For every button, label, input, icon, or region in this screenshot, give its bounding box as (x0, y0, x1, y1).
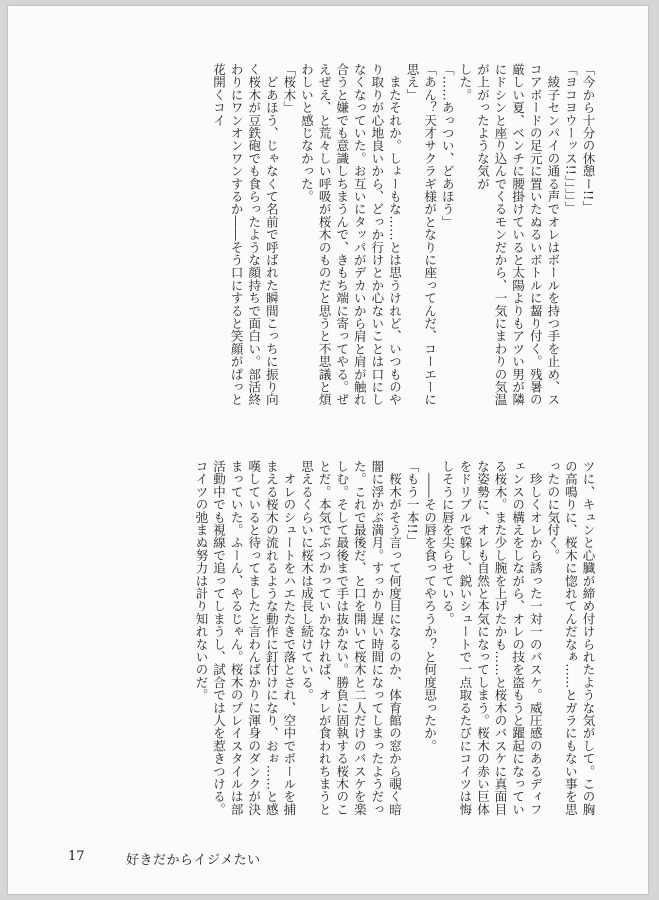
paragraph: 「桜木」 (281, 63, 297, 114)
paragraph: またそれか。しょーもな……とは思うけれど、いつものやり取りが心地良いから、どっか行けとか心ないことは口にしなくなっていた。お互いにタッパがデカいから肩と肩が触れ合うと嫌でも意識しちまうんで、きもち端に寄ってやる。ぜえぜえ、と荒々しい呼吸が桜木のものだと思うと不思議と煩わしいと感じなかった。 (299, 63, 403, 406)
paragraph: 「あん？天才サクラギ様がとなりに座ってんだ、コーエーに思え」 (405, 63, 438, 406)
paragraph: 珍しくオレから誘った一対一のバスケ。威圧感のあるディフェンスの構えをしながら、オレの技を盗もうと躍起になっている桜木。また少し腕を上げたかも……と桜木のバスケに真面目な姿勢に、オレも自然と本気になってしまう。桜木の赤い巨体をドリブルで躱し、鋭いシュートで一点取るたびにコイツは悔しそうに唇を尖らせている。 (440, 460, 544, 816)
paragraph: オレのシュートをハエたたきで落とされ、空中でボールを捕まえる桜木の流れるような動作に釘付けになり、おぉ……と感嘆していると待ってましたと言わんばかりに渾身のダンクが決まっていた。ふーん、やるじゃん。桜木のプレイスタイルは部活動中でも視線で追ってしまうし、試合では人を惹きつける。コイツの弛まぬ努力は計り知れないのだ。 (193, 460, 297, 816)
paragraph: 「ヨコヨウーッス!!」」」」」 (563, 63, 579, 214)
paragraph: 「もう一本!!」 (405, 460, 421, 547)
top-text-column (90, 63, 597, 408)
paragraph: した。 (457, 63, 473, 102)
paragraph: どあほう、じゃなくて名前で呼ばれた瞬間こっちに振り向く桜木が豆鉄砲でも食らったような顔持ちで面白い。部活終わりにワンオンワンするか――そう口にすると笑顔がぱっと花開くコイ (211, 63, 280, 406)
bottom-text-column (90, 460, 597, 825)
page-number: 17 (68, 849, 85, 864)
book-page (8, 6, 648, 894)
paragraph: 桜木がそう言って何度目になるのか、体育館の窓から覗く暗闇に浮かぶ満月。すっかり遅い時間になってしまったようだった。これで最後だ、と口を開いて桜木と二人だけのバスケを楽しむ。そして最後まで手は抜かない。勝負に固執する桜木のことだ。本気でぶつかっていかなければ、オレが食われちまうと思えるくらいに桜木は成長し続けている。 (299, 460, 403, 816)
book-title: 好きだからイジメたい (126, 853, 261, 868)
paragraph: 綾子センパイの通る声でオレはボールを持つ手を止め、スコアボードの足元に置いたぬるいボトルに齧り付く。残暑の厳しい夏、ベンチに腰掛けていると太陽よりもアツい男が隣にドシンと座り込んでくるモンだから、一気にまわりの気温が上がったような気が (475, 63, 561, 406)
paragraph: 「……あっつい、どあほう」 (440, 63, 456, 229)
paragraph: ――その唇を食ってやろうか？と何度思ったか。 (422, 460, 438, 753)
paragraph: ツに、キュンと心臓が締め付けられたような気がして。この胸の高鳴りに、桜木に惚れてんだなぁ……とガラにもない事を思ったのに気付く。 (545, 460, 596, 816)
paragraph: 「今から十分の休憩ー!!」 (581, 63, 596, 214)
